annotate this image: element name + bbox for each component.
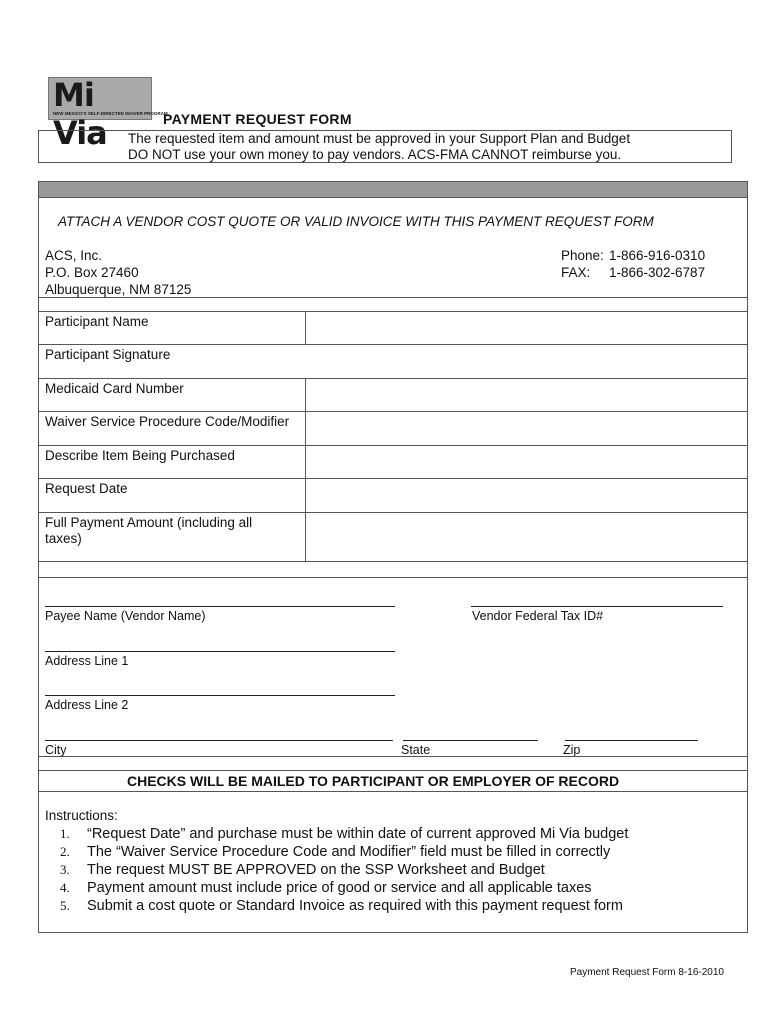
request-date-field[interactable] bbox=[307, 480, 746, 511]
list-item: 1. “Request Date” and purchase must be within date of current approved Mi Via budget bbox=[60, 826, 629, 842]
payment-amount-label-cont: taxes) bbox=[45, 531, 82, 546]
participant-signature-field[interactable] bbox=[40, 362, 746, 377]
state-line[interactable] bbox=[403, 740, 538, 741]
payment-amount-label: Full Payment Amount (including all bbox=[45, 515, 253, 530]
item-description-label: Describe Item Being Purchased bbox=[45, 448, 235, 463]
page-title: PAYMENT REQUEST FORM bbox=[163, 111, 352, 127]
tax-id-line[interactable] bbox=[471, 606, 723, 607]
participant-name-label: Participant Name bbox=[45, 314, 149, 329]
vendor-name: ACS, Inc. bbox=[45, 248, 103, 263]
logo-name: Mi Via bbox=[53, 76, 107, 152]
list-item: 4. Payment amount must include price of good or service and all applicable taxes bbox=[60, 880, 592, 896]
address-line-2-label: Address Line 2 bbox=[45, 698, 129, 712]
vendor-city: Albuquerque, NM 87125 bbox=[45, 282, 192, 297]
intro-box bbox=[38, 130, 732, 163]
phone-number: 1-866-916-0310 bbox=[609, 248, 706, 263]
header-bar bbox=[39, 182, 747, 197]
list-item: 3. The request MUST BE APPROVED on the SSP Worksheet and Budget bbox=[60, 862, 545, 878]
payee-name-label: Payee Name (Vendor Name) bbox=[45, 609, 206, 623]
city-line[interactable] bbox=[45, 740, 393, 741]
participant-name-field[interactable] bbox=[307, 313, 746, 343]
phone-label: Phone: bbox=[561, 248, 604, 263]
participant-signature-label: Participant Signature bbox=[45, 347, 171, 362]
request-date-label: Request Date bbox=[45, 481, 128, 496]
logo-tagline: NEW MEXICO'S SELF-DIRECTED WAIVER PROGRAM bbox=[53, 111, 168, 116]
fax-label: FAX: bbox=[561, 265, 591, 280]
state-label: State bbox=[401, 743, 431, 757]
procedure-code-field[interactable] bbox=[307, 413, 746, 444]
payee-name-line[interactable] bbox=[45, 606, 395, 607]
address-line-1-line[interactable] bbox=[45, 651, 395, 652]
attach-notice: ATTACH A VENDOR COST QUOTE OR VALID INVOICE WITH THIS PAYMENT REQUEST FORM bbox=[58, 214, 654, 229]
intro-line-1: The requested item and amount must be approved in your Support Plan and Budget bbox=[128, 131, 631, 146]
instructions-list bbox=[60, 825, 628, 915]
instructions-heading: Instructions: bbox=[45, 808, 118, 823]
mi-via-logo bbox=[48, 76, 168, 152]
city-label: City bbox=[45, 743, 67, 757]
intro-line-2: DO NOT use your own money to pay vendors. ACS-FMA CANNOT reimburse you. bbox=[128, 147, 622, 162]
address-line-2-line[interactable] bbox=[45, 695, 395, 696]
procedure-code-label: Waiver Service Procedure Code/Modifier bbox=[45, 414, 290, 429]
list-item: 5. Submit a cost quote or Standard Invoice as required with this payment request form bbox=[60, 898, 623, 914]
medicaid-card-field[interactable] bbox=[307, 380, 746, 410]
medicaid-card-label: Medicaid Card Number bbox=[45, 381, 184, 396]
address-line-1-label: Address Line 1 bbox=[45, 654, 129, 668]
payment-amount-field[interactable] bbox=[307, 514, 746, 560]
tax-id-label: Vendor Federal Tax ID# bbox=[472, 609, 604, 623]
vendor-po-box: P.O. Box 27460 bbox=[45, 265, 139, 280]
footer-revision: Payment Request Form 8-16-2010 bbox=[570, 967, 724, 978]
checks-notice: CHECKS WILL BE MAILED TO PARTICIPANT OR EMPLOYER OF RECORD bbox=[127, 773, 620, 789]
fax-number: 1-866-302-6787 bbox=[609, 265, 706, 280]
zip-line[interactable] bbox=[565, 740, 698, 741]
list-item: 2. The “Waiver Service Procedure Code and Modifier” field must be filled in correctly bbox=[60, 844, 611, 860]
item-description-field[interactable] bbox=[307, 447, 746, 477]
zip-label: Zip bbox=[563, 743, 581, 757]
